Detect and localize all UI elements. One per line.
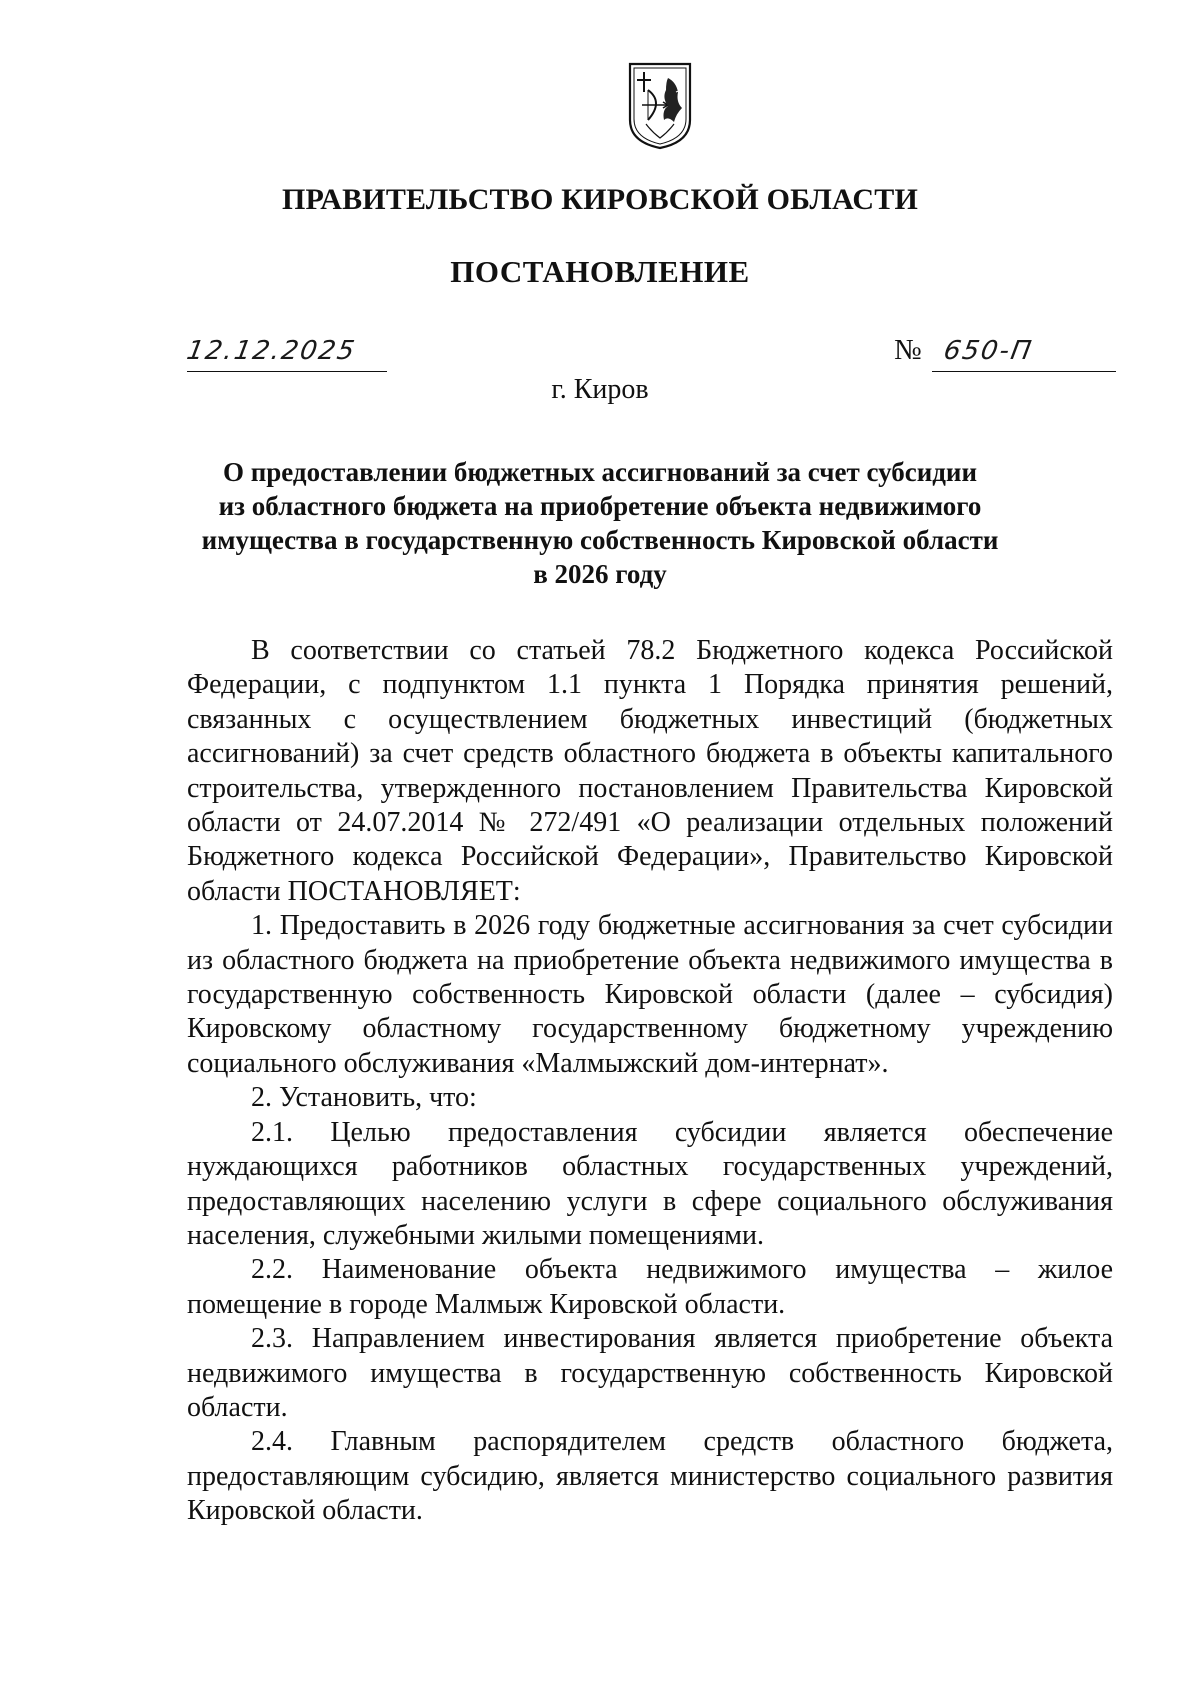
document-date bbox=[184, 336, 387, 376]
document-title bbox=[200, 455, 1000, 591]
date-value: 12.12.2025 bbox=[184, 336, 359, 366]
title-line: в 2026 году bbox=[533, 559, 667, 589]
preamble-paragraph: В соответствии со статьей 78.2 Бюджетного кодекса Российской Федерации, с подпунктом 1.1 пункта 1 Порядка принятия решений, связанных с осуществлением бюджетных инвестиций (бюджетных ассигнований) за счет средств областного бюджета в объекты капитального строительства, утвержденного постановлением Правительства Кировской области от 24.07.2014 № 272/491 «О реализации отдельных положений Бюджетного кодекса Российской Федерации», Правительство Кировской области ПОСТАНОВЛЯЕТ: bbox=[187, 635, 1113, 907]
clause-2-3: 2.3. Направлением инвестирования является приобретение объекта недвижимого имущества в государственную собственность Кировской области. bbox=[187, 1323, 1113, 1423]
clause-2-2: 2.2. Наименование объекта недвижимого имущества – жилое помещение в городе Малмыж Кировской области. bbox=[187, 1254, 1113, 1320]
clause-1: 1. Предоставить в 2026 году бюджетные ассигнования за счет субсидии из областного бюджета на приобретение объекта недвижимого имущества в государственную собственность Кировской области (далее – субсидия) Кировскому областному государственному бюджетному учреждению социального обслуживания «Малмыжский дом-интернат». bbox=[187, 910, 1113, 1079]
title-line: имущества в государственную собственность Кировской области bbox=[201, 525, 999, 555]
clause-2-1: 2.1. Целью предоставления субсидии является обеспечение нуждающихся работников областных государственных учреждений, предоставляющих населению услуги в сфере социального обслуживания населения, служебными жилыми помещениями. bbox=[187, 1116, 1113, 1251]
title-line: из областного бюджета на приобретение объекта недвижимого bbox=[218, 491, 982, 521]
document-type: ПОСТАНОВЛЕНИЕ bbox=[450, 254, 750, 289]
title-line: О предоставлении бюджетных ассигнований за счет субсидии bbox=[222, 457, 978, 487]
document-number bbox=[894, 334, 1116, 376]
number-sign: № bbox=[894, 334, 922, 366]
clause-2-4: 2.4. Главным распорядителем средств областного бюджета, предоставляющим субсидию, является министерство социального развития Кировской области. bbox=[187, 1426, 1113, 1527]
number-value: 650-П bbox=[941, 336, 1036, 366]
number-underline bbox=[932, 371, 1116, 372]
city: г. Киров bbox=[551, 374, 649, 405]
document-body bbox=[187, 634, 1113, 1529]
date-underline bbox=[187, 371, 387, 372]
organization-name: ПРАВИТЕЛЬСТВО КИРОВСКОЙ ОБЛАСТИ bbox=[282, 183, 918, 216]
clause-2: 2. Установить, что: bbox=[251, 1082, 477, 1114]
kirov-coat-of-arms-icon bbox=[624, 58, 696, 152]
